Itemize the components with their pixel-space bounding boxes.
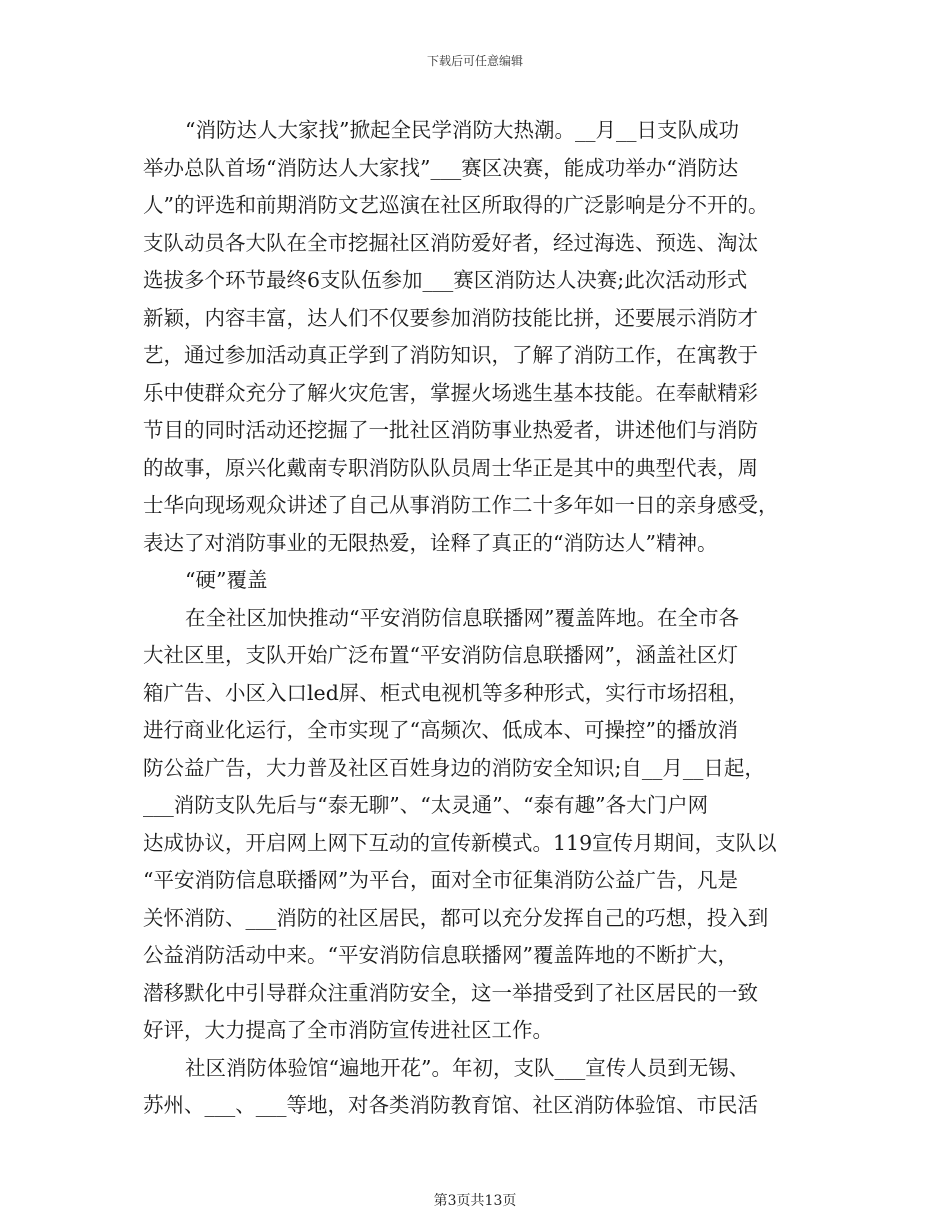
text-line: 支队动员各大队在全市挖掘社区消防爱好者，经过海选、预选、淘汰 <box>143 230 758 255</box>
text-line: “硬”覆盖 <box>185 568 268 592</box>
document-body <box>143 112 815 1125</box>
page-number: 第3页共13页 <box>433 1193 517 1209</box>
text-line: 举办总队首场“消防达人大家找”___赛区决赛，能成功举办“消防达 <box>143 155 739 180</box>
text-line: 苏州、___、___等地，对各类消防教育馆、社区消防体验馆、市民活 <box>143 1093 758 1117</box>
text-line: 防公益广告，大力普及社区百姓身边的消防安全知识;自__月__日起， <box>143 755 765 780</box>
text-line: “消防达人大家找”掀起全民学消防大热潮。__月__日支队成功 <box>185 118 739 142</box>
text-line: 潜移默化中引导群众注重消防安全，这一举措受到了社区居民的一致 <box>143 980 758 1005</box>
page-header: 下载后可任意编辑 <box>426 54 523 68</box>
text-line: 好评，大力提高了全市消防宣传进社区工作。 <box>143 1018 553 1042</box>
text-line: 人”的评选和前期消防文艺巡演在社区所取得的广泛影响是分不开的。 <box>143 193 769 217</box>
text-line: 大社区里，支队开始广泛布置“平安消防信息联播网”，涵盖社区灯 <box>143 643 738 667</box>
text-line: 公益消防活动中来。“平安消防信息联播网”覆盖阵地的不断扩大， <box>143 943 738 967</box>
text-line: 士华向现场观众讲述了自己从事消防工作二十多年如一日的亲身感受， <box>143 493 779 517</box>
text-line: 达成协议，开启网上网下互动的宣传新模式。119宣传月期间，支队以 <box>143 830 777 855</box>
text-line: 进行商业化运行，全市实现了“高频次、低成本、可操控”的播放消 <box>143 718 738 742</box>
text-line: 节目的同时活动还挖掘了一批社区消防事业热爱者，讲述他们与消防 <box>143 418 758 442</box>
text-line: 新颖，内容丰富，达人们不仅要参加消防技能比拼，还要展示消防才 <box>143 305 758 330</box>
text-line: 乐中使群众充分了解火灾危害，掌握火场逃生基本技能。在奉献精彩 <box>143 380 758 405</box>
text-line: 艺，通过参加活动真正学到了消防知识，了解了消防工作，在寓教于 <box>143 343 758 367</box>
text-line: 社区消防体验馆“遍地开花”。年初，支队___宣传人员到无锡、 <box>185 1055 750 1080</box>
text-line: 的故事，原兴化戴南专职消防队队员周士华正是其中的典型代表，周 <box>143 455 758 480</box>
text-line: 在全社区加快推动“平安消防信息联播网”覆盖阵地。在全市各 <box>185 605 739 630</box>
text-line: 关怀消防、___消防的社区居民，都可以充分发挥自己的巧想，投入到 <box>143 905 769 930</box>
text-line: 箱广告、小区入口led屏、柜式电视机等多种形式，实行市场招租， <box>143 680 749 705</box>
text-line: “平安消防信息联播网”为平台，面对全市征集消防公益广告，凡是 <box>143 868 738 892</box>
text-line: ___消防支队先后与“泰无聊”、“太灵通”、“泰有趣”各大门户网 <box>143 793 709 817</box>
text-line: 表达了对消防事业的无限热爱，诠释了真正的“消防达人”精神。 <box>143 530 718 555</box>
text-line: 选拔多个环节最终6支队伍参加___赛区消防达人决赛;此次活动形式 <box>143 268 748 292</box>
